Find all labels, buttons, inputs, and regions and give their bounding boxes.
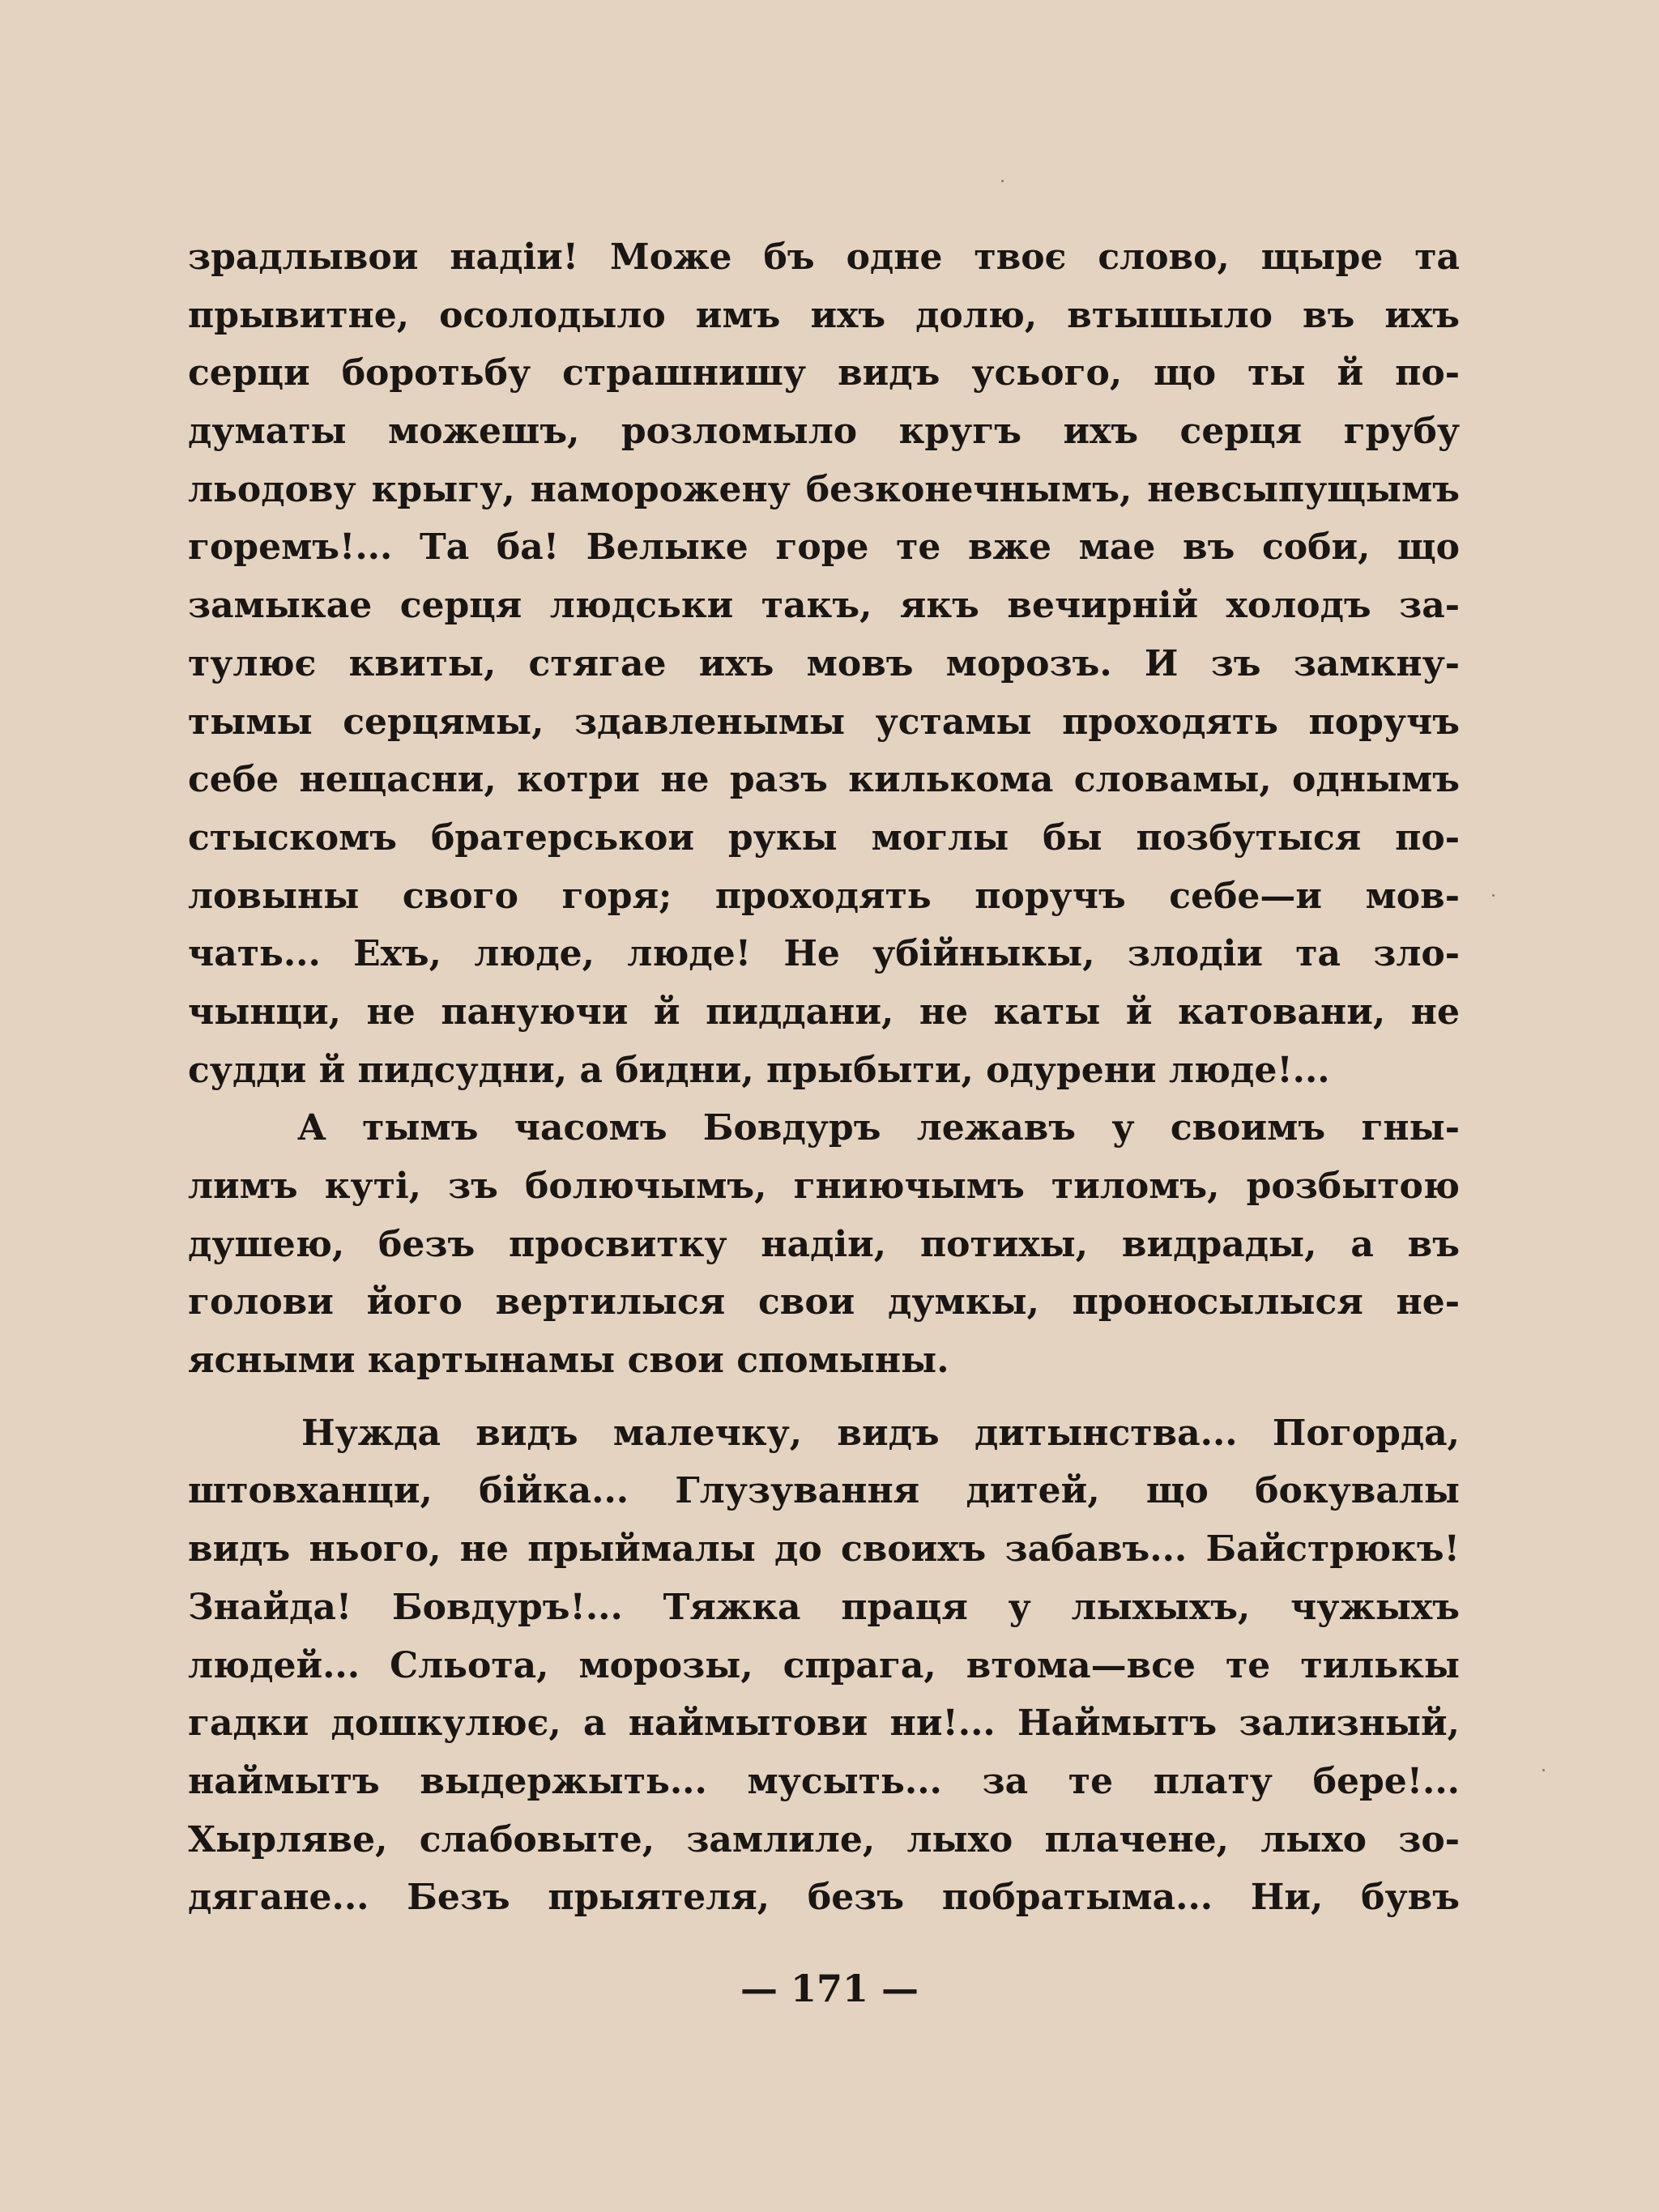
paragraph-3 [188, 1404, 1460, 1927]
text-line: Хырляве, слабовыте, замлиле, лыхо плачене, лыхо зо- [188, 1818, 1460, 1860]
paper-speck [1542, 1769, 1545, 1771]
text-line: Знайда! Бовдуръ!... Тяжка праця у лыхыхъ, чужыхъ [188, 1586, 1460, 1628]
text-line: гадки дошкулює, а наймытови ни!... Наймытъ зализный, [188, 1703, 1460, 1745]
paper-speck [1001, 180, 1004, 182]
text-line: зрадлывои надіи! Може бъ одне твоє слово, щыре та [188, 237, 1460, 278]
text-line: видъ нього, не прыймалы до своихъ забавъ... Байстрюкъ! [188, 1528, 1460, 1571]
text-line: горемъ!... Та ба! Велыке горе те вже мае въ соби, що [188, 526, 1460, 569]
text-line: себе нещасни, котри не разъ килькома словамы, однымъ [188, 759, 1460, 801]
text-line: льодову крыгу, наморожену безконечнымъ, невсыпущымъ [188, 468, 1460, 510]
text-line: наймытъ выдержыть... мусыть... за те плату бере!... [188, 1760, 1460, 1802]
text-line: тымы серцямы, здавленымы устамы проходять поручъ [188, 701, 1460, 743]
text-line: людей... Сльота, морозы, спрага, втома—все те тилькы [188, 1644, 1460, 1686]
text-line: А тымъ часомъ Бовдуръ лежавъ у своимъ гны- [297, 1107, 1460, 1149]
text-line: дягане... Безъ прыятеля, безъ побратыма... Ни, бувъ [188, 1877, 1460, 1919]
paragraph-2 [188, 1099, 1460, 1389]
text-line: серци боротьбу страшнишу видъ усього, що ты й по- [188, 352, 1460, 394]
text-line: душею, безъ просвитку надіи, потихы, видрады, а въ [188, 1223, 1460, 1265]
text-line: стыскомъ братерськои рукы моглы бы позбутыся по- [188, 816, 1460, 859]
text-line: штовханци, бійка... Глузування дитей, що бокувалы [188, 1470, 1460, 1512]
text-line: прывитне, осолодыло имъ ихъ долю, втышыло въ ихъ [188, 294, 1460, 336]
text-line: Нужда видъ малечку, видъ дитынства... Погорда, [301, 1412, 1460, 1454]
body-text [188, 228, 1460, 1927]
paragraph-1 [188, 228, 1460, 1099]
text-line: лимъ куті, зъ болючымъ, гниючымъ тиломъ, розбытою [188, 1166, 1460, 1207]
text-line: замыкае серця людськи такъ, якъ вечирній холодъ за- [188, 585, 1460, 627]
text-line: судди й пидсудни, а бидни, прыбыти, одурени люде!... [188, 1049, 1330, 1091]
text-line: ясными картынамы свои спомыны. [188, 1340, 949, 1382]
page-number: — 171 — [740, 1967, 919, 2010]
text-line: чать... Ехъ, люде, люде! Не убійныкы, злодіи та зло- [188, 933, 1460, 975]
paper-speck [1492, 894, 1495, 897]
text-line: тулює квиты, стягае ихъ мовъ морозъ. И зъ замкну- [188, 642, 1460, 684]
text-line: чынци, не пануючи й пиддани, не каты й катовани, не [188, 991, 1460, 1033]
text-line: голови його вертилыся свои думкы, проносылыся не- [188, 1281, 1460, 1323]
text-line: думаты можешъ, розломыло кругъ ихъ серця грубу [188, 411, 1460, 453]
text-line: ловыны свого горя; проходять поручъ себе—и мов- [188, 875, 1460, 917]
